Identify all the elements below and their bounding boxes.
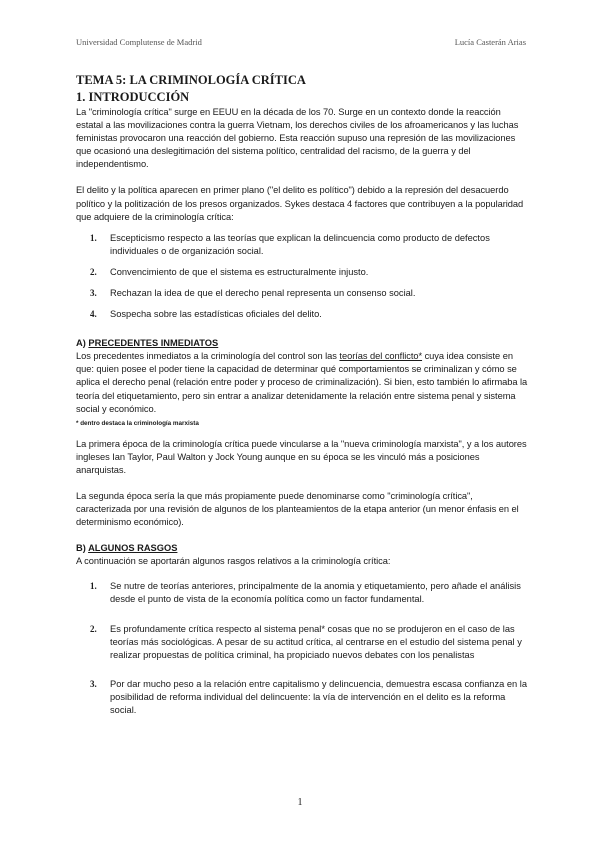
rasgos-intro: A continuación se aportarán algunos rasgos relativos a la criminología crítica: [76, 556, 391, 567]
list-item: 4. Sospecha sobre las estadísticas oficiales del delito. [90, 309, 322, 320]
header-author: Lucía Casterán Arias [454, 37, 526, 47]
precedentes-paragraph-1: Los precedentes inmediatos a la criminología del control son las teorías del conflicto* cuya idea consiste en que: quien posee el poder tiene la capacidad de determinar qué comportamientos se criminalizan y cómo se aplica el derecho penal (relación entre poder y proceso de criminalización). Si bien, esto también lo afirmaba la teoría del etiquetamiento, pero sin entrar a analizar detenidamente la relación entre sistema penal y sistema social y económico. [76, 351, 528, 414]
intro-paragraph-1: La "criminología crítica" surge en EEUU en la década de los 70. Surge en un contexto donde la reacción estatal a las movilizaciones contra la guerra Vietnam, los derechos civiles de los afroamericanos y las luchas feministas provocaron una reacción del gobierno. Esta reacción supuso una represión de las movilizaciones que ocasionó una deslegitimación del sistema político, centralidad del racismo, de la guerra y del independentismo. [76, 107, 519, 170]
factors-list [76, 232, 528, 321]
list-item: 3. Por dar mucho peso a la relación entre capitalismo y delincuencia, demuestra escasa confianza en la posibilidad de reforma individual del delincuente: la vía de intervención en el delito es la reforma social. [90, 678, 528, 715]
document-body [76, 72, 528, 717]
rasgos-list [76, 580, 528, 717]
precedentes-paragraph-2: La primera época de la criminología crítica puede vincularse a la "nueva criminología marxista", y a los autores ingleses Ian Taylor, Paul Walton y Jock Young aunque en su época se les vinculó más a posiciones anarquistas. [76, 438, 527, 475]
section-heading-precedentes: A) PRECEDENTES INMEDIATOS [76, 338, 219, 349]
document-title: TEMA 5: LA CRIMINOLOGÍA CRÍTICA [76, 73, 306, 87]
section-heading-rasgos: B) ALGUNOS RASGOS [76, 543, 178, 554]
section-heading-introduccion: 1. INTRODUCCIÓN [76, 90, 190, 104]
footnote: * dentro destaca la criminología marxista [76, 419, 199, 427]
teorias-conflicto-link: teorías del conflicto* [339, 351, 423, 362]
page-number: 1 [297, 797, 303, 808]
list-item: 2. Convencimiento de que el sistema es estructuralmente injusto. [90, 266, 369, 277]
list-item: 1. Escepticismo respecto a las teorías que explican la delincuencia como producto de defectos individuales o de organización social. [90, 232, 490, 256]
list-item: 3. Rechazan la idea de que el derecho penal representa un consenso social. [90, 288, 416, 299]
list-item: 1. Se nutre de teorías anteriores, principalmente de la anomia y etiquetamiento, pero añade el análisis desde el punto de vista de la economía política como un factor fundamental. [90, 581, 521, 605]
intro-paragraph-2: El delito y la política aparecen en primer plano ("el delito es político") debido a la represión del desacuerdo político y la politización de los presos organizados. Sykes destaca 4 factores que contribuyen a la popularidad que adquiere de la criminología crítica: [76, 185, 524, 222]
list-item: 2. Es profundamente crítica respecto al sistema penal* cosas que no se produjeron en el caso de las teorías más sociológicas. A pesar de su actitud crítica, al centrarse en el estudio del sistema penal y realizar propuestas de política criminal, ha propiciado nuevos debates con los penalistas [90, 623, 522, 660]
precedentes-paragraph-3: La segunda época sería la que más propiamente puede denominarse como "criminología crítica", caracterizada por una revisión de algunos de los planteamientos de la etapa anterior (un menor énfasis en el determinismo económico). [76, 490, 519, 528]
header-university: Universidad Complutense de Madrid [76, 37, 202, 47]
page-header [76, 37, 526, 47]
